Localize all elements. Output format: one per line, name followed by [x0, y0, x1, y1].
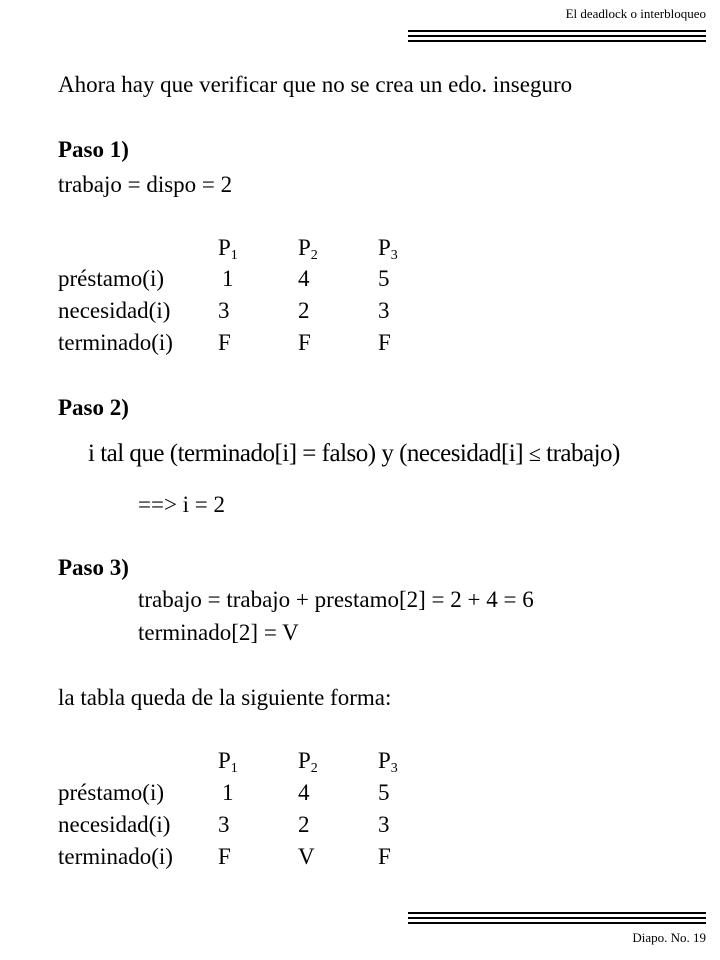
table-2-row-label: préstamo(i): [58, 780, 165, 805]
table-1-row-label: terminado(i): [58, 330, 173, 355]
table-2-cell: 5: [378, 780, 390, 805]
footer-rule: [408, 912, 706, 914]
table-2-cell: F: [378, 844, 391, 869]
table-2-cell: 3: [378, 812, 390, 837]
header-rule: [408, 40, 706, 42]
table-1-cell: F: [298, 330, 311, 355]
summary-text: la tabla queda de la siguiente forma:: [58, 685, 392, 710]
intro-text: Ahora hay que verificar que no se crea un edo. inseguro: [58, 72, 573, 97]
table-2-cell: 4: [298, 780, 310, 805]
table-1-row-label: préstamo(i): [58, 266, 165, 291]
step3-heading: Paso 3): [58, 555, 129, 580]
step3-line1: trabajo = trabajo + prestamo[2] = 2 + 4 = 6: [138, 587, 534, 612]
step2-formula: i tal que (terminado[i] = falso) y (necesidad[i] ≤ trabajo): [88, 440, 620, 467]
step3-line2: terminado[2] = V: [138, 620, 299, 645]
table-1-cell: 2: [298, 298, 310, 323]
table-1-cell: 4: [298, 266, 310, 291]
slide-number: Diapo. No. 19: [632, 930, 706, 945]
table-1-header-p1: $P_1$: [218, 235, 238, 263]
table-2-row-label: terminado(i): [58, 844, 173, 869]
step2-heading: Paso 2): [58, 395, 129, 420]
header-rule: [408, 30, 706, 32]
table-1-cell: F: [378, 330, 391, 355]
table-2-cell: V: [298, 844, 315, 869]
header-title: El deadlock o interbloqueo: [565, 6, 706, 21]
table-1-header-p2: $P_2$: [298, 235, 318, 263]
step1-heading: Paso 1): [58, 137, 129, 162]
table-2-row-label: necesidad(i): [58, 812, 171, 837]
table-2-cell: F: [218, 844, 231, 869]
step1-line: trabajo = dispo = 2: [58, 172, 233, 197]
header-rule: [408, 35, 706, 37]
table-1-cell: 3: [378, 298, 390, 323]
table-2-cell: 3: [218, 812, 230, 837]
table-2-cell: 1: [222, 780, 234, 805]
table-2-header-p2: $P_2$: [298, 748, 318, 776]
table-2-header-p1: $P_1$: [218, 748, 238, 776]
footer-rule: [408, 917, 706, 919]
table-1-row-label: necesidad(i): [58, 298, 171, 323]
table-2-header-p3: $P_3$: [378, 748, 398, 776]
table-1-cell: 1: [222, 266, 234, 291]
footer-rule: [408, 922, 706, 924]
table-2-cell: 2: [298, 812, 310, 837]
table-1-header-p3: $P_3$: [378, 235, 398, 263]
step2-result: ==> i = 2: [138, 492, 226, 517]
table-1-cell: 3: [218, 298, 230, 323]
table-1-cell: 5: [378, 266, 390, 291]
table-1-cell: F: [218, 330, 231, 355]
